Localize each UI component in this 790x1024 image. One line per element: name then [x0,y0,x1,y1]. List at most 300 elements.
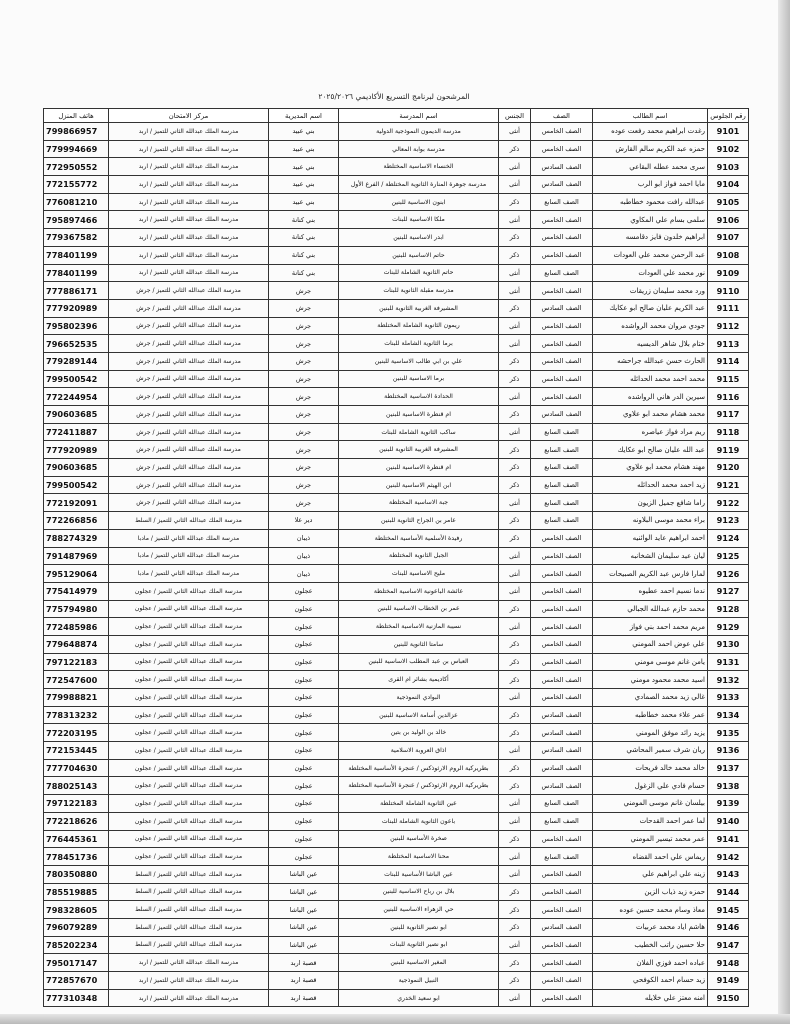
cell-grade: الصف الخامس [531,123,593,141]
cell-exam-center: مدرسة الملك عبدالله الثاني للتميز / عجلون [109,777,269,795]
cell-grade: الصف الخامس [531,388,593,406]
cell-student-name: عبد الله عليان صالح ابو عكايك [593,441,708,459]
cell-exam-center: مدرسة الملك عبدالله الثاني للتميز / جرش [109,335,269,353]
cell-phone: 777920989 [44,299,109,317]
cell-student-name: جودي مروان محمد الرواشده [593,317,708,335]
cell-student-name: لما عمر احمد القدحات [593,812,708,830]
table-row [44,653,749,671]
cell-student-name: ورد محمد سليمان زريقات [593,282,708,300]
cell-directorate: جرش [269,406,339,424]
cell-gender: أنثى [499,547,531,565]
cell-directorate: جرش [269,317,339,335]
cell-gender: أنثى [499,494,531,512]
cell-phone: 795017147 [44,954,109,972]
table-row [44,954,749,972]
table-header-row [44,109,749,123]
cell-seat-number: 9136 [708,742,749,760]
cell-gender: ذكر [499,140,531,158]
cell-phone: 772950552 [44,158,109,176]
cell-phone: 777886171 [44,282,109,300]
cell-seat-number: 9134 [708,706,749,724]
cell-grade: الصف السادس [531,706,593,724]
cell-phone: 795897466 [44,211,109,229]
cell-gender: أنثى [499,335,531,353]
cell-grade: الصف الخامس [531,370,593,388]
table-row [44,565,749,583]
cell-phone: 797122183 [44,653,109,671]
cell-school: ابو نصير الثانوية للبنات [339,936,499,954]
cell-grade: الصف السابع [531,848,593,866]
cell-school: الحدادة الاساسية المختلطة [339,388,499,406]
cell-exam-center: مدرسة الملك عبدالله الثاني للتميز / عجلون [109,582,269,600]
cell-student-name: امنه معتز علي خلايله [593,989,708,1007]
document-title: المرشحون لبرنامج التسريع الأكاديمي ٢٠٢٥/٢٠٢٦ [318,92,470,101]
cell-student-name: سيرين الدر هاني الرواشده [593,388,708,406]
cell-seat-number: 9135 [708,724,749,742]
cell-seat-number: 9139 [708,795,749,813]
table-row [44,123,749,141]
table-row [44,848,749,866]
cell-phone: 776081210 [44,193,109,211]
cell-seat-number: 9128 [708,600,749,618]
cell-gender: أنثى [499,812,531,830]
cell-directorate: عجلون [269,582,339,600]
table-row [44,299,749,317]
cell-directorate: جرش [269,299,339,317]
candidates-table [43,108,749,1007]
cell-exam-center: مدرسة الملك عبدالله الثاني للتميز / عجلون [109,830,269,848]
cell-gender: أنثى [499,618,531,636]
cell-student-name: ليان عيد سليمان الشخانبه [593,547,708,565]
cell-grade: الصف الخامس [531,547,593,565]
cell-seat-number: 9114 [708,352,749,370]
cell-directorate: عجلون [269,777,339,795]
cell-phone: 799500542 [44,370,109,388]
cell-seat-number: 9111 [708,299,749,317]
cell-grade: الصف السادس [531,176,593,194]
cell-student-name: محمد احمد محمد الحدائله [593,370,708,388]
cell-exam-center: مدرسة الملك عبدالله الثاني للتميز / جرش [109,494,269,512]
cell-school: مدرسة بوابة المعالي [339,140,499,158]
cell-seat-number: 9140 [708,812,749,830]
cell-gender: أنثى [499,936,531,954]
cell-exam-center: مدرسة الملك عبدالله الثاني للتميز / اربد [109,123,269,141]
cell-phone: 788274329 [44,529,109,547]
cell-grade: الصف السادس [531,299,593,317]
cell-phone: 797122183 [44,795,109,813]
cell-grade: الصف الخامس [531,901,593,919]
cell-gender: أنثى [499,689,531,707]
cell-gender: أنثى [499,282,531,300]
table-row [44,812,749,830]
cell-student-name: سرى محمد عطله البقاعي [593,158,708,176]
cell-gender: ذكر [499,406,531,424]
cell-grade: الصف السابع [531,512,593,530]
cell-grade: الصف السابع [531,441,593,459]
cell-exam-center: مدرسة الملك عبدالله الثاني للتميز / اربد [109,954,269,972]
cell-seat-number: 9145 [708,901,749,919]
cell-seat-number: 9147 [708,936,749,954]
cell-phone: 779988821 [44,689,109,707]
cell-exam-center: مدرسة الملك عبدالله الثاني للتميز / السلط [109,865,269,883]
table-row [44,229,749,247]
cell-student-name: مريم محمد احمد بني فواز [593,618,708,636]
cell-seat-number: 9116 [708,388,749,406]
cell-phone: 788025143 [44,777,109,795]
cell-student-name: رغدت ابراهيم محمد رفعت عوده [593,123,708,141]
cell-grade: الصف السابع [531,423,593,441]
cell-phone: 779994669 [44,140,109,158]
cell-gender: ذكر [499,706,531,724]
cell-seat-number: 9102 [708,140,749,158]
cell-grade: الصف السادس [531,742,593,760]
cell-grade: الصف الخامس [531,830,593,848]
cell-seat-number: 9122 [708,494,749,512]
cell-school: مدرسة الديمون النموذجية الدولية [339,123,499,141]
cell-exam-center: مدرسة الملك عبدالله الثاني للتميز / اربد [109,229,269,247]
cell-school: ابو سعيد الخدري [339,989,499,1007]
cell-grade: الصف السابع [531,494,593,512]
cell-school: البوادي النموذجية [339,689,499,707]
table-row [44,193,749,211]
cell-directorate: جرش [269,370,339,388]
cell-school: برما الاساسية للبنين [339,370,499,388]
cell-phone: 795129064 [44,565,109,583]
cell-school: ملكا الاساسية للبنات [339,211,499,229]
header-school: اسم المدرسة [339,109,499,123]
cell-gender: ذكر [499,459,531,477]
cell-exam-center: مدرسة الملك عبدالله الثاني للتميز / اربد [109,158,269,176]
cell-exam-center: مدرسة الملك عبدالله الثاني للتميز / عجلون [109,724,269,742]
table-row [44,777,749,795]
cell-student-name: حلا حسين راتب الخطيب [593,936,708,954]
cell-gender: ذكر [499,600,531,618]
cell-directorate: قصبة اربد [269,989,339,1007]
cell-seat-number: 9150 [708,989,749,1007]
cell-seat-number: 9130 [708,635,749,653]
cell-phone: 776445361 [44,830,109,848]
cell-phone: 772857670 [44,972,109,990]
table-row [44,901,749,919]
cell-student-name: هاشم اياد محمد عربيات [593,918,708,936]
cell-seat-number: 9115 [708,370,749,388]
cell-grade: الصف السابع [531,264,593,282]
cell-grade: الصف السابع [531,193,593,211]
cell-grade: الصف الخامس [531,989,593,1007]
cell-school: ابن الهيثم الاساسية للبنين [339,476,499,494]
cell-school: عين الثانوية الشاملة المختلطة [339,795,499,813]
cell-student-name: براء محمد موسى البلاونه [593,512,708,530]
cell-student-name: حمزه عبد الكريم سالم القارش [593,140,708,158]
cell-exam-center: مدرسة الملك عبدالله الثاني للتميز / عجلون [109,671,269,689]
table-row [44,317,749,335]
cell-exam-center: مدرسة الملك عبدالله الثاني للتميز / جرش [109,476,269,494]
cell-directorate: جرش [269,423,339,441]
cell-gender: أنثى [499,865,531,883]
cell-gender: أنثى [499,158,531,176]
cell-directorate: قصبة اربد [269,954,339,972]
table-row [44,264,749,282]
cell-phone: 777310348 [44,989,109,1007]
cell-grade: الصف الخامس [531,335,593,353]
cell-school: ابدر الاساسية للبنين [339,229,499,247]
cell-directorate: جرش [269,282,339,300]
cell-school: عزالدين أسامة الاساسية للبنين [339,706,499,724]
cell-student-name: عباده احمد فوزي الفلان [593,954,708,972]
cell-gender: أنثى [499,176,531,194]
page-edge-shadow-right [778,0,790,1024]
cell-seat-number: 9119 [708,441,749,459]
cell-student-name: ريم مراد فواز عياصره [593,423,708,441]
cell-seat-number: 9117 [708,406,749,424]
cell-directorate: عين الباشا [269,901,339,919]
table-row [44,936,749,954]
header-phone: هاتف المنزل [44,109,109,123]
cell-exam-center: مدرسة الملك عبدالله الثاني للتميز / مادبا [109,547,269,565]
cell-phone: 778451736 [44,848,109,866]
cell-seat-number: 9106 [708,211,749,229]
cell-grade: الصف الخامس [531,883,593,901]
cell-gender: أنثى [499,123,531,141]
table-row [44,459,749,477]
table-row [44,989,749,1007]
table-row [44,423,749,441]
cell-grade: الصف الخامس [531,229,593,247]
cell-grade: الصف الخامس [531,689,593,707]
cell-phone: 772411887 [44,423,109,441]
cell-grade: الصف الخامس [531,582,593,600]
cell-directorate: بني كنانة [269,229,339,247]
cell-grade: الصف الخامس [531,600,593,618]
cell-exam-center: مدرسة الملك عبدالله الثاني للتميز / عجلون [109,706,269,724]
cell-gender: ذكر [499,299,531,317]
cell-seat-number: 9143 [708,865,749,883]
table-row [44,671,749,689]
cell-directorate: عجلون [269,795,339,813]
cell-gender: ذكر [499,724,531,742]
table-row [44,176,749,194]
cell-directorate: بني كنانة [269,246,339,264]
cell-exam-center: مدرسة الملك عبدالله الثاني للتميز / جرش [109,370,269,388]
cell-exam-center: مدرسة الملك عبدالله الثاني للتميز / عجلون [109,653,269,671]
table-row [44,795,749,813]
cell-student-name: ندما نسيم احمد عطيوه [593,582,708,600]
cell-grade: الصف السابع [531,795,593,813]
cell-exam-center: مدرسة الملك عبدالله الثاني للتميز / اربد [109,264,269,282]
cell-school: النبيل النموذجية [339,972,499,990]
cell-student-name: الحارث حسن عبدالله جراحشه [593,352,708,370]
cell-seat-number: 9133 [708,689,749,707]
cell-school: مليح الاساسية للبنات [339,565,499,583]
cell-seat-number: 9120 [708,459,749,477]
cell-gender: ذكر [499,671,531,689]
cell-exam-center: مدرسة الملك عبدالله الثاني للتميز / السلط [109,918,269,936]
cell-exam-center: مدرسة الملك عبدالله الثاني للتميز / جرش [109,282,269,300]
cell-exam-center: مدرسة الملك عبدالله الثاني للتميز / اربد [109,211,269,229]
cell-directorate: جرش [269,459,339,477]
cell-school: اذاق العروبة الاسلامية [339,742,499,760]
cell-directorate: جرش [269,388,339,406]
cell-gender: أنثى [499,565,531,583]
table-row [44,140,749,158]
cell-school: ريمون الثانوية الشاملة المختلطة [339,317,499,335]
table-row [44,865,749,883]
table-row [44,211,749,229]
cell-school: حي الزهراء الاساسية للبنين [339,901,499,919]
cell-grade: الصف الخامس [531,671,593,689]
cell-student-name: عبد الكريم عليان صالح ابو عكايك [593,299,708,317]
cell-gender: أنثى [499,317,531,335]
cell-directorate: بني عبيد [269,193,339,211]
cell-phone: 772153445 [44,742,109,760]
cell-grade: الصف الخامس [531,618,593,636]
table-row [44,494,749,512]
cell-student-name: مايا احمد فواز ابو الرب [593,176,708,194]
cell-school: ابنون الاساسية للبنين [339,193,499,211]
cell-school: الجبل الثانوية المختلطة [339,547,499,565]
table-row [44,335,749,353]
cell-student-name: عمر علاء محمد خطاطبه [593,706,708,724]
table-row [44,830,749,848]
table-row [44,742,749,760]
cell-gender: ذكر [499,512,531,530]
cell-gender: أنثى [499,989,531,1007]
cell-exam-center: مدرسة الملك عبدالله الثاني للتميز / جرش [109,388,269,406]
cell-school: خالد بن الوليد بن بتين [339,724,499,742]
cell-grade: الصف السابع [531,459,593,477]
cell-student-name: عبد الرحمن محمد علي العودات [593,246,708,264]
cell-gender: ذكر [499,370,531,388]
cell-exam-center: مدرسة الملك عبدالله الثاني للتميز / اربد [109,140,269,158]
cell-gender: ذكر [499,830,531,848]
cell-student-name: ريماس علي احمد القضاه [593,848,708,866]
cell-exam-center: مدرسة الملك عبدالله الثاني للتميز / جرش [109,299,269,317]
table-row [44,618,749,636]
cell-school: مدرسة جوهرة المنارة الثانوية المختلطة / الفرع الأول [339,176,499,194]
cell-grade: الصف السابع [531,812,593,830]
cell-seat-number: 9118 [708,423,749,441]
cell-gender: ذكر [499,476,531,494]
cell-phone: 772155772 [44,176,109,194]
cell-school: حاتم الاساسية للبنين [339,246,499,264]
cell-student-name: مهند هشام محمد ابو علاوي [593,459,708,477]
cell-directorate: عين الباشا [269,936,339,954]
cell-gender: ذكر [499,972,531,990]
cell-grade: الصف الخامس [531,653,593,671]
cell-grade: الصف الخامس [531,865,593,883]
cell-phone: 795802396 [44,317,109,335]
cell-grade: الصف السادس [531,777,593,795]
cell-student-name: يامن غانم موسى مومني [593,653,708,671]
cell-student-name: معاذ وسام محمد حسين عوده [593,901,708,919]
cell-grade: الصف الخامس [531,282,593,300]
cell-gender: ذكر [499,352,531,370]
cell-school: بطريركية الروم الارثوذكس / عنجرة الأساسية المختلطة [339,759,499,777]
cell-directorate: جرش [269,441,339,459]
cell-gender: أنثى [499,582,531,600]
cell-grade: الصف الخامس [531,936,593,954]
cell-phone: 775414979 [44,582,109,600]
cell-seat-number: 9138 [708,777,749,795]
table-row [44,529,749,547]
cell-grade: الصف الخامس [531,529,593,547]
cell-student-name: راما شافع جميل الزيون [593,494,708,512]
cell-gender: ذكر [499,193,531,211]
cell-directorate: جرش [269,494,339,512]
cell-gender: ذكر [499,653,531,671]
cell-student-name: محمد حازم عبدالله الجبالي [593,600,708,618]
cell-seat-number: 9107 [708,229,749,247]
header-center: مركز الامتحان [109,109,269,123]
cell-gender: ذكر [499,229,531,247]
cell-grade: الصف الخامس [531,140,593,158]
cell-school: العباس بن عبد المطلب الاساسية للبنين [339,653,499,671]
cell-directorate: عجلون [269,618,339,636]
cell-student-name: بيلسان غانم موسى المومني [593,795,708,813]
cell-gender: أنثى [499,264,531,282]
cell-phone: 791487969 [44,547,109,565]
cell-grade: الصف السادس [531,158,593,176]
cell-directorate: ذيبان [269,565,339,583]
header-name: اسم الطالب [593,109,708,123]
cell-gender: ذكر [499,954,531,972]
cell-exam-center: مدرسة الملك عبدالله الثاني للتميز / مادبا [109,565,269,583]
cell-directorate: بني كنانة [269,264,339,282]
cell-seat-number: 9141 [708,830,749,848]
cell-phone: 772218626 [44,812,109,830]
page-edge-shadow-bottom [0,1014,790,1024]
cell-school: عامر بن الجراح الثانوية للبنين [339,512,499,530]
cell-phone: 796652535 [44,335,109,353]
cell-school: باعون الثانوية الشاملة للبنات [339,812,499,830]
cell-phone: 772244954 [44,388,109,406]
cell-exam-center: مدرسة الملك عبدالله الثاني للتميز / جرش [109,317,269,335]
cell-student-name: زينه علي ابراهيم علي [593,865,708,883]
cell-directorate: جرش [269,476,339,494]
cell-exam-center: مدرسة الملك عبدالله الثاني للتميز / اربد [109,972,269,990]
table-row [44,388,749,406]
cell-exam-center: مدرسة الملك عبدالله الثاني للتميز / عجلون [109,848,269,866]
cell-phone: 798328605 [44,901,109,919]
table-row [44,582,749,600]
cell-directorate: بني عبيد [269,176,339,194]
cell-exam-center: مدرسة الملك عبدالله الثاني للتميز / عجلون [109,689,269,707]
cell-exam-center: مدرسة الملك عبدالله الثاني للتميز / اربد [109,246,269,264]
cell-student-name: زيد احمد محمد الحدائله [593,476,708,494]
cell-exam-center: مدرسة الملك عبدالله الثاني للتميز / اربد [109,193,269,211]
cell-school: عائشة الباعونية الاساسية المختلطة [339,582,499,600]
cell-grade: الصف السابع [531,476,593,494]
cell-phone: 772485986 [44,618,109,636]
cell-student-name: حمزه زيد ذياب الزين [593,883,708,901]
cell-school: أكاديمية بشائر ام القرى [339,671,499,689]
cell-school: نسيبة المازنية الاساسية المختلطة [339,618,499,636]
cell-seat-number: 9146 [708,918,749,936]
cell-grade: الصف الخامس [531,246,593,264]
cell-student-name: عمر محمد تيسير المومني [593,830,708,848]
table-row [44,246,749,264]
cell-directorate: عجلون [269,653,339,671]
cell-exam-center: مدرسة الملك عبدالله الثاني للتميز / اربد [109,176,269,194]
cell-school: ام قنطرة الاساسية للبنين [339,406,499,424]
cell-seat-number: 9105 [708,193,749,211]
cell-student-name: ابراهيم خلدون فايز دقامسه [593,229,708,247]
cell-grade: الصف الخامس [531,565,593,583]
header-directorate: اسم المديرية [269,109,339,123]
cell-phone: 777704630 [44,759,109,777]
table-row [44,406,749,424]
cell-seat-number: 9121 [708,476,749,494]
